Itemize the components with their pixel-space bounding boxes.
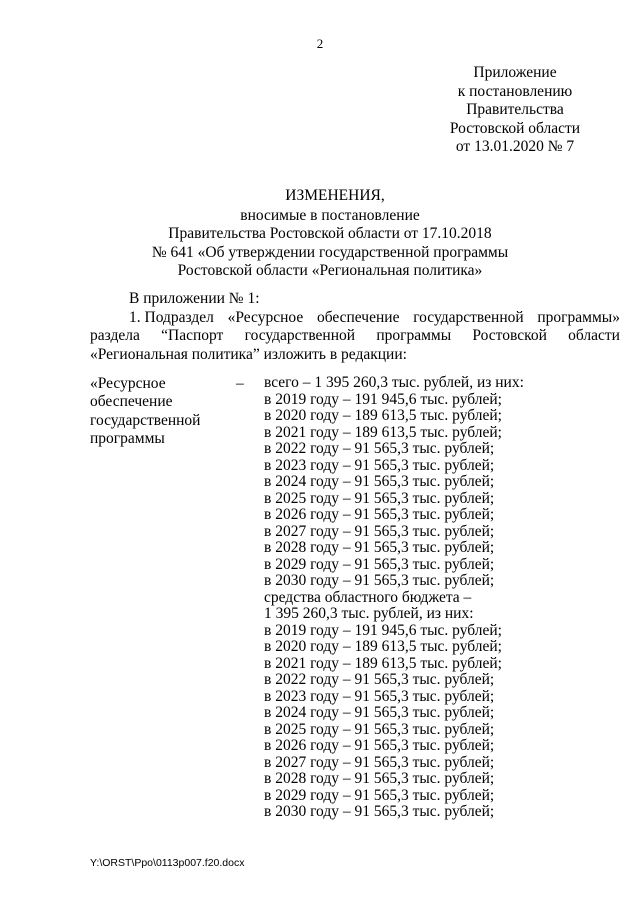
resource-label-line: программы bbox=[90, 429, 165, 447]
resource-item: в 2026 году – 91 565,3 тыс. рублей; bbox=[264, 506, 495, 523]
label-dash: – bbox=[236, 375, 244, 392]
intro-word: Ростовской bbox=[472, 327, 547, 345]
resource-item: в 2022 году – 91 565,3 тыс. рублей; bbox=[264, 440, 495, 457]
resource-item: в 2021 году – 189 613,5 тыс. рублей; bbox=[264, 423, 502, 441]
appendix-block bbox=[420, 64, 610, 157]
appendix-line: Приложение bbox=[473, 64, 557, 81]
intro-word: «Ресурсное bbox=[227, 308, 304, 326]
resource-list bbox=[264, 375, 614, 821]
title-line: № 641 «Об утверждении государственной программы bbox=[151, 243, 509, 261]
resource-item: в 2030 году – 91 565,3 тыс. рублей; bbox=[264, 803, 495, 820]
appendix-line: Правительства bbox=[466, 101, 564, 118]
resource-item: в 2020 году – 189 613,5 тыс. рублей; bbox=[264, 407, 502, 424]
title-heading: ИЗМЕНЕНИЯ, bbox=[285, 187, 385, 204]
resource-item: в 2023 году – 91 565,3 тыс. рублей; bbox=[264, 687, 495, 705]
resource-item: в 2030 году – 91 565,3 тыс. рублей; bbox=[264, 572, 495, 589]
page-number: 2 bbox=[316, 36, 324, 51]
file-path-footer: Y:\ORST\Ppo\0113p007.f20.docx bbox=[90, 857, 245, 869]
intro-word: программы bbox=[376, 327, 452, 345]
resource-item: в 2020 году – 189 613,5 тыс. рублей; bbox=[264, 638, 502, 655]
intro-word: программы» bbox=[537, 308, 620, 326]
intro-line: В приложении № 1: bbox=[129, 290, 260, 307]
resource-item: в 2021 году – 189 613,5 тыс. рублей; bbox=[264, 654, 502, 672]
intro-word: обеспечение bbox=[316, 308, 400, 326]
intro-justified-line bbox=[90, 309, 620, 328]
resource-item: в 2029 году – 91 565,3 тыс. рублей; bbox=[264, 786, 495, 804]
resource-item: в 2019 году – 191 945,6 тыс. рублей; bbox=[264, 621, 502, 639]
intro-word: государственной bbox=[244, 327, 356, 345]
title-line: Ростовской области «Региональная политика» bbox=[177, 262, 483, 279]
resource-item: в 2025 году – 91 565,3 тыс. рублей; bbox=[264, 489, 495, 507]
title-line: вносимые в постановление bbox=[240, 206, 420, 224]
title-line: Правительства Ростовской области от 17.10.2018 bbox=[168, 225, 492, 242]
document-title bbox=[20, 187, 640, 281]
intro-justified-line bbox=[90, 327, 620, 346]
resource-label-line: «Ресурсное bbox=[90, 375, 166, 392]
resource-item: 1 395 260,3 тыс. рублей, из них: bbox=[264, 605, 474, 622]
intro-paragraph bbox=[90, 290, 620, 364]
resource-item: в 2022 году – 91 565,3 тыс. рублей; bbox=[264, 671, 495, 688]
resource-item: в 2023 году – 91 565,3 тыс. рублей; bbox=[264, 456, 495, 474]
resource-label bbox=[90, 375, 240, 448]
appendix-line: от 13.01.2020 № 7 bbox=[455, 138, 575, 155]
appendix-line: к постановлению bbox=[457, 82, 573, 100]
resource-item: в 2027 году – 91 565,3 тыс. рублей; bbox=[264, 753, 495, 771]
appendix-line: Ростовской области bbox=[449, 119, 581, 137]
resource-item: в 2025 году – 91 565,3 тыс. рублей; bbox=[264, 720, 495, 738]
resource-item: средства областного бюджета – bbox=[264, 588, 472, 606]
resource-item: в 2029 году – 91 565,3 тыс. рублей; bbox=[264, 555, 495, 573]
resource-item: в 2026 году – 91 565,3 тыс. рублей; bbox=[264, 737, 495, 754]
intro-word: 1. Подраздел bbox=[129, 308, 214, 326]
intro-word: государственной bbox=[413, 308, 524, 326]
resource-item: в 2019 году – 191 945,6 тыс. рублей; bbox=[264, 390, 502, 408]
resource-item: всего – 1 395 260,3 тыс. рублей, из них: bbox=[264, 374, 524, 391]
resource-item: в 2027 году – 91 565,3 тыс. рублей; bbox=[264, 522, 495, 540]
resource-item: в 2024 году – 91 565,3 тыс. рублей; bbox=[264, 704, 495, 721]
resource-label-line: обеспечение bbox=[90, 393, 173, 411]
intro-word: “Паспорт bbox=[161, 327, 224, 345]
resource-item: в 2028 году – 91 565,3 тыс. рублей; bbox=[264, 770, 495, 787]
intro-word: области bbox=[568, 327, 620, 345]
intro-word: раздела bbox=[90, 327, 140, 345]
resource-item: в 2028 году – 91 565,3 тыс. рублей; bbox=[264, 539, 495, 556]
resource-item: в 2024 году – 91 565,3 тыс. рублей; bbox=[264, 473, 495, 490]
resource-label-line: государственной bbox=[90, 411, 201, 429]
intro-line: «Региональная политика” изложить в редакции: bbox=[90, 345, 407, 363]
